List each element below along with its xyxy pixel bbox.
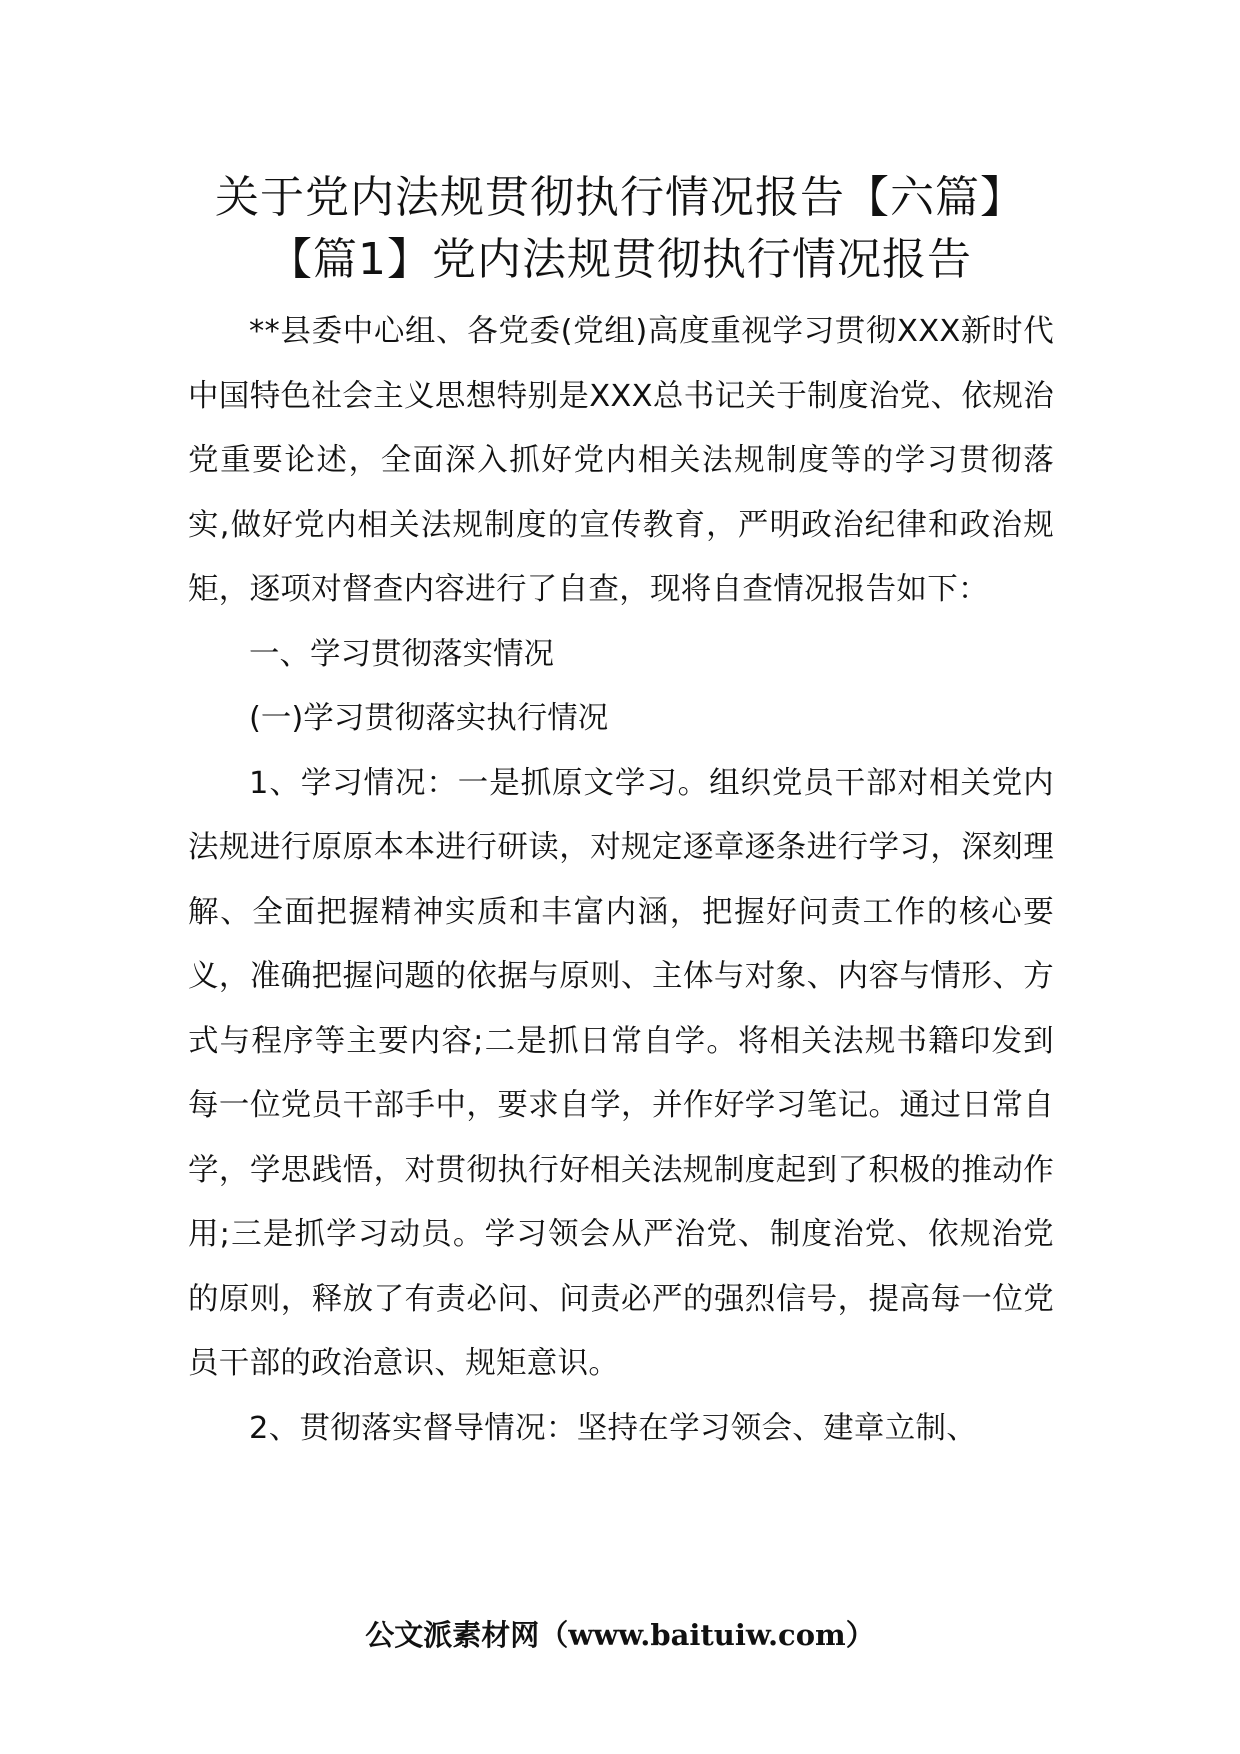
document-title: 关于党内法规贯彻执行情况报告【六篇】 [215, 172, 1025, 223]
body-paragraph: 2、贯彻落实督导情况：坚持在学习领会、建章立制、 [249, 1410, 978, 1446]
footer-watermark: 公文派素材网（www.baituiw.com） [365, 1618, 875, 1652]
document-subtitle: 【篇1】党内法规贯彻执行情况报告 [268, 234, 972, 285]
body-paragraph: 1、学习情况：一是抓原文学习。组织党员干部对相关党内法规进行原原本本进行研读，对规定逐章逐条进行学习，深刻理解、全面把握精神实质和丰富内涵，把握好问责工作的核心要义，准确把握问题的依据与原则、主体与对象、内容与情形、方式与程序等主要内容;二是抓日常自学。将相关法规书籍印发到每一位党员干部手中，要求自学，并作好学习笔记。通过日常自学，学思践悟，对贯彻执行好相关法规制度起到了积极的推动作用;三是抓学习动员。学习领会从严治党、制度治党、依规治党的原则，释放了有责必问、问责必严的强烈信号，提高每一位党员干部的政治意识、规矩意识。 [188, 765, 1054, 1381]
subsection-heading: (一)学习贯彻落实执行情况 [249, 701, 609, 736]
document-body [188, 300, 1054, 1461]
section-heading: 一、学习贯彻落实情况 [249, 636, 554, 672]
intro-paragraph: **县委中心组、各党委(党组)高度重视学习贯彻XXX新时代中国特色社会主义思想特别是XXX总书记关于制度治党、依规治党重要论述，全面深入抓好党内相关法规制度等的学习贯彻落实,做好党内相关法规制度的宣传教育，严明政治纪律和政治规矩，逐项对督查内容进行了自查，现将自查情况报告如下： [188, 314, 1054, 607]
